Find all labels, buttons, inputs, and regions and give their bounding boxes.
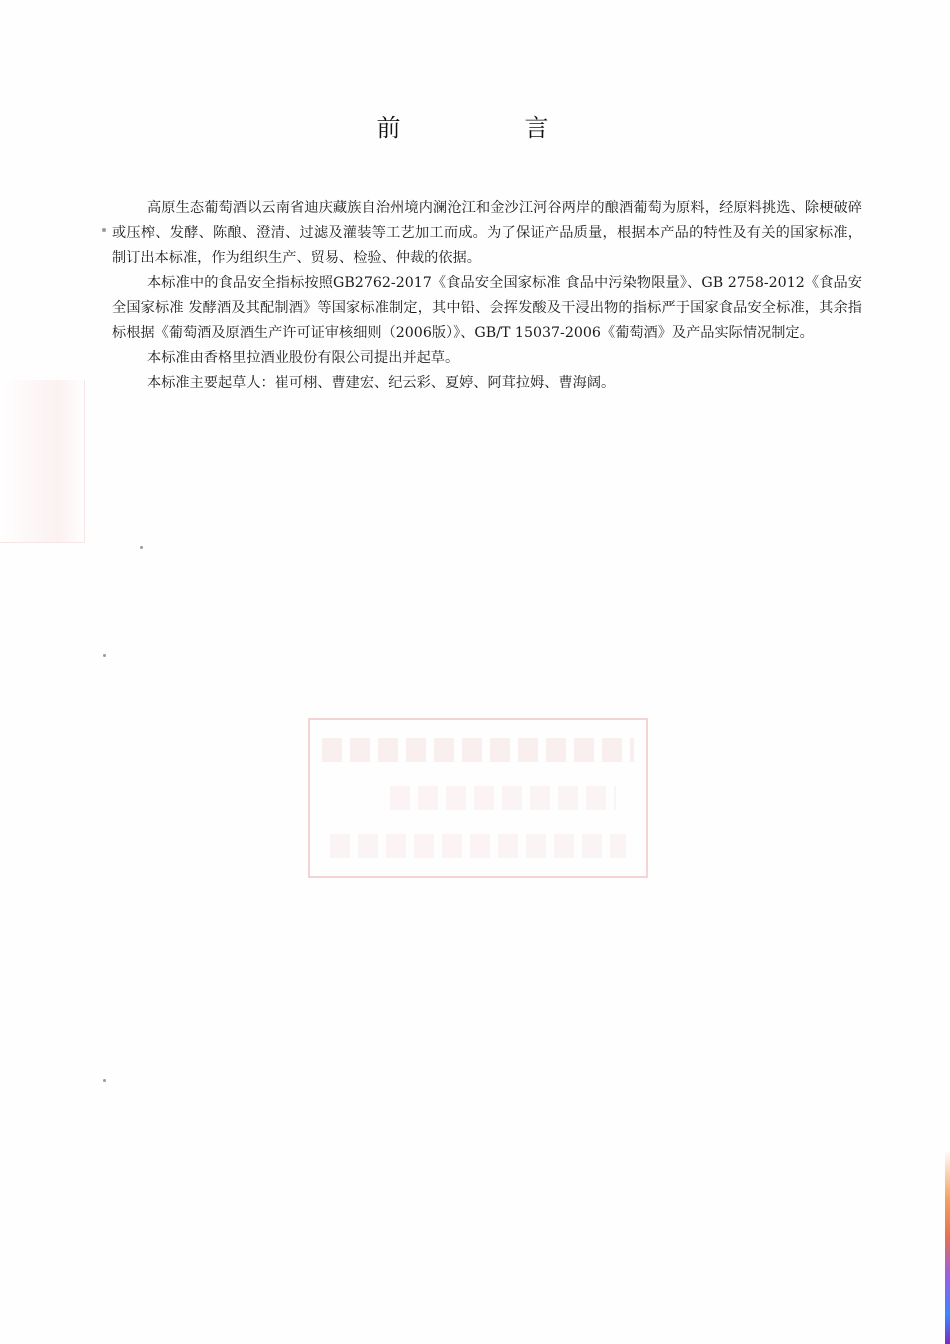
- scan-speck: [140, 546, 143, 549]
- registration-stamp: [308, 718, 648, 878]
- stamp-text-row: [322, 738, 634, 762]
- paragraph-drafters: 本标准主要起草人：崔可栩、曹建宏、纪云彩、夏婷、阿茸拉姆、曹海阔。: [147, 375, 616, 391]
- page-title: 前 言: [376, 114, 599, 142]
- paragraph-intro: 高原生态葡萄酒以云南省迪庆藏族自治州境内澜沧江和金沙江河谷两岸的酿酒葡萄为原料，经原料挑选、除梗破碎或压榨、发酵、陈酿、澄清、过滤及灌装等工艺加工而成。为了保证产品质量，根据本产品的特性及有关的国家标准，制订出本标准，作为组织生产、贸易、检验、仲裁的依据。: [112, 200, 862, 266]
- preface-body: [112, 196, 862, 396]
- paragraph-safety-indicators: 本标准中的食品安全指标按照GB2762-2017《食品安全国家标准 食品中污染物限量》、GB 2758-2012《食品安全国家标准 发酵酒及其配制酒》等国家标准制定，其中铅、会挥发酸及干浸出物的指标严于国家食品安全标准，其余指标根据《葡萄酒及原酒生产许可证审核细则（2006版）》、GB/T 15037-2006《葡萄酒》及产品实际情况制定。: [112, 275, 862, 341]
- paragraph-proposer: 本标准由香格里拉酒业股份有限公司提出并起草。: [147, 350, 460, 366]
- scan-edge-strip: [945, 1150, 950, 1344]
- stamp-text-row: [330, 834, 626, 858]
- scan-speck: [103, 654, 106, 657]
- scan-speck: [102, 228, 106, 232]
- faded-seal-mark: [0, 380, 85, 543]
- scan-speck: [103, 1079, 106, 1082]
- stamp-text-row: [390, 786, 616, 810]
